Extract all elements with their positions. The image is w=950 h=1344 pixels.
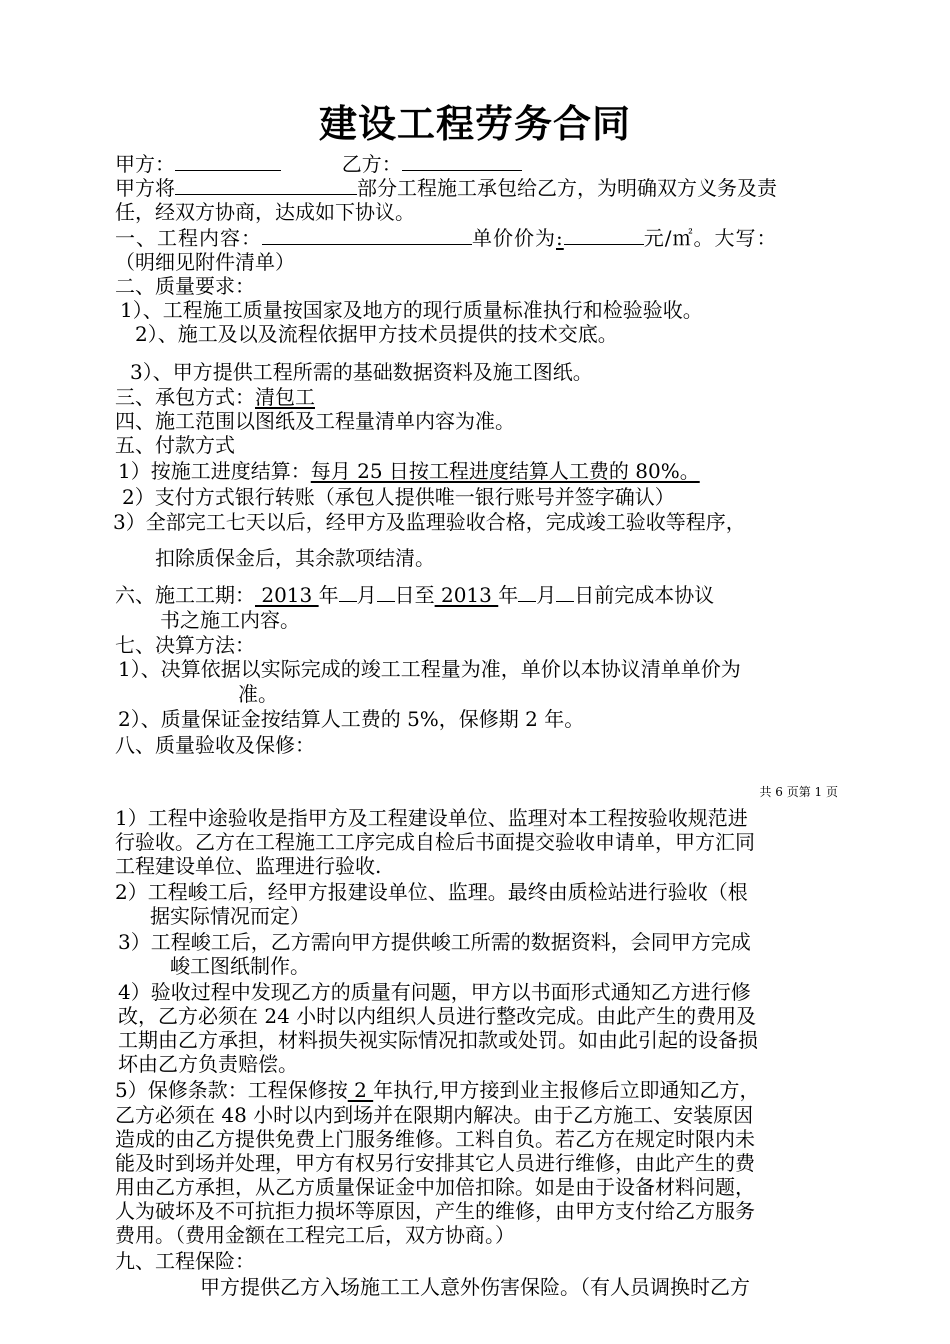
warranty-prefix: 5）保修条款：工程保修按: [115, 1078, 348, 1102]
p2-item-3-line-1: 3）工程峻工后，乙方需向甲方提供峻工所需的数据资料，会同甲方完成: [118, 930, 751, 954]
section-2-heading: 二、质量要求：: [115, 274, 255, 298]
start-year: 2013: [255, 583, 319, 607]
section-7-item-1-line-1: 1）、决算依据以实际完成的竣工工程量为准，单价以本协议清单单价为: [118, 657, 741, 681]
section-7-heading: 七、决算方法：: [115, 633, 255, 657]
section-1-prefix: 一、工程内容：: [115, 226, 262, 250]
start-year-char: 年: [318, 583, 339, 607]
p2-item-1-line-1: 1）工程中途验收是指甲方及工程建设单位、监理对本工程按验收规范进: [115, 806, 748, 830]
p2-item-5-line-6: 人为破坏及不可抗拒力损坏等原因，产生的维修，由甲方支付给乙方服务: [115, 1199, 755, 1223]
end-month-blank: [518, 583, 536, 602]
section-1-line: [115, 226, 778, 250]
warranty-years: 2: [347, 1078, 374, 1102]
section-6-tail: 日前完成本协议: [574, 583, 715, 607]
section-6-line: [115, 583, 714, 607]
p2-item-5-line-5: 用由乙方承担，从乙方质量保证金中加倍扣除。如是由于设备材料问题，: [115, 1175, 755, 1199]
p2-item-5-line-3: 造成的由乙方提供免费上门服务维修。工料自负。若乙方在规定时限内未: [115, 1127, 755, 1151]
p2-item-4-line-3: 工期由乙方承担，材料损失视实际情况扣款或处罚。如由此引起的设备损: [118, 1028, 758, 1052]
p2-item-3-line-2: 峻工图纸制作。: [170, 954, 310, 978]
payment-progress-value: 每月 25 日按工程进度结算人工费的 80%。: [310, 459, 700, 483]
parties-line: [115, 152, 522, 176]
start-day-to: 日至: [394, 583, 435, 607]
p2-item-5-line-1: [115, 1078, 760, 1102]
p2-item-4-line-1: 4）验收过程中发现乙方的质量有问题，甲方以书面形式通知乙方进行修: [118, 980, 751, 1004]
p2-item-5-line-2: 乙方必须在 48 小时以内到场并在限期内解决。由于乙方施工、安装原因: [115, 1103, 754, 1127]
section-1-note: （明细见附件清单）: [115, 250, 295, 274]
section-7-item-2: 2）、质量保证金按结算人工费的 5%，保修期 2 年。: [118, 707, 585, 731]
p2-item-2-line-2: 据实际情况而定）: [150, 904, 310, 928]
section-5-heading: 五、付款方式: [115, 433, 235, 457]
section-2-item-1: 1）、工程施工质量按国家及地方的现行质量标准执行和检验验收。: [120, 298, 703, 322]
p2-item-5-line-7: 费用。（费用金额在工程完工后，双方协商。）: [115, 1223, 515, 1247]
section-2-item-2: 2）、施工及以及流程依据甲方技术员提供的技术交底。: [135, 322, 618, 346]
p2-item-5-line-4: 能及时到场并处理，甲方有权另行安排其它人员进行维修，由此产生的费: [115, 1151, 755, 1175]
p2-item-1-line-2: 行验收。乙方在工程施工工序完成自检后书面提交验收申请单，甲方汇同: [115, 830, 755, 854]
section-5-item-1: [118, 459, 700, 483]
section-2-item-3: 3）、甲方提供工程所需的基础数据资料及施工图纸。: [130, 360, 593, 384]
start-month-blank: [339, 583, 357, 602]
end-year-char: 年: [498, 583, 519, 607]
contract-type-value: 清包工: [255, 385, 315, 409]
p2-item-4-line-4: 坏由乙方负责赔偿。: [118, 1052, 298, 1076]
page-footer: 共 6 页第 1 页: [759, 785, 838, 799]
section-5-item-2: 2）支付方式银行转账（承包人提供唯一银行账号并签字确认）: [122, 485, 675, 509]
party-a-label: 甲方：: [115, 152, 175, 176]
project-blank: [175, 176, 357, 195]
section-5-item-3-line-2: 扣除质保金后，其余款项结清。: [155, 546, 435, 570]
p2-item-2-line-1: 2）工程峻工后，经甲方报建设单位、监理。最终由质检站进行验收（根: [115, 880, 748, 904]
p2-item-4-line-2: 改，乙方必须在 24 小时以内组织人员进行整改完成。由此产生的费用及: [118, 1004, 757, 1028]
section-9-heading: 九、工程保险：: [115, 1249, 255, 1273]
work-content-blank: [262, 226, 472, 245]
start-month-char: 月: [356, 583, 377, 607]
end-year: 2013: [434, 583, 499, 607]
p2-item-1-line-3: 工程建设单位、监理进行验收.: [115, 854, 382, 878]
unit-price-colon: :: [556, 226, 564, 250]
end-day-blank: [556, 583, 574, 602]
section-4-line: 四、施工范围以图纸及工程量清单内容为准。: [115, 409, 515, 433]
unit-price-suffix: 元/㎡。大写：: [643, 226, 778, 250]
section-3-line: [115, 385, 315, 409]
unit-price-label: 单价价为: [472, 226, 556, 250]
section-7-item-1-line-2: 准。: [238, 682, 278, 706]
intro-line-1: [115, 176, 777, 200]
end-month-char: 月: [536, 583, 557, 607]
warranty-suffix: 年执行,甲方接到业主报修后立即通知乙方，: [373, 1078, 760, 1102]
party-a-blank: [175, 152, 281, 171]
section-8-heading: 八、质量验收及保修：: [115, 733, 315, 757]
section-6-line-2: 书之施工内容。: [160, 608, 300, 632]
unit-price-blank: [564, 226, 644, 245]
intro-prefix: 甲方将: [115, 176, 175, 200]
intro-suffix: 部分工程施工承包给乙方，为明确双方义务及责: [357, 176, 777, 200]
section-5-item-3-line-1: 3）全部完工七天以后，经甲方及监理验收合格，完成竣工验收等程序，: [113, 510, 746, 534]
section-9-line-1: 甲方提供乙方入场施工工人意外伤害保险。（有人员调换时乙方: [200, 1275, 750, 1299]
section-3-prefix: 三、承包方式：: [115, 385, 255, 409]
party-b-label: 乙方：: [341, 152, 402, 176]
contract-title: 建设工程劳务合同: [318, 102, 631, 146]
section-6-prefix: 六、施工工期：: [115, 583, 255, 607]
start-day-blank: [377, 583, 395, 602]
intro-line-2: 任，经双方协商，达成如下协议。: [115, 200, 415, 224]
payment-progress-label: 1）按施工进度结算：: [118, 459, 311, 483]
party-b-blank: [402, 152, 522, 171]
